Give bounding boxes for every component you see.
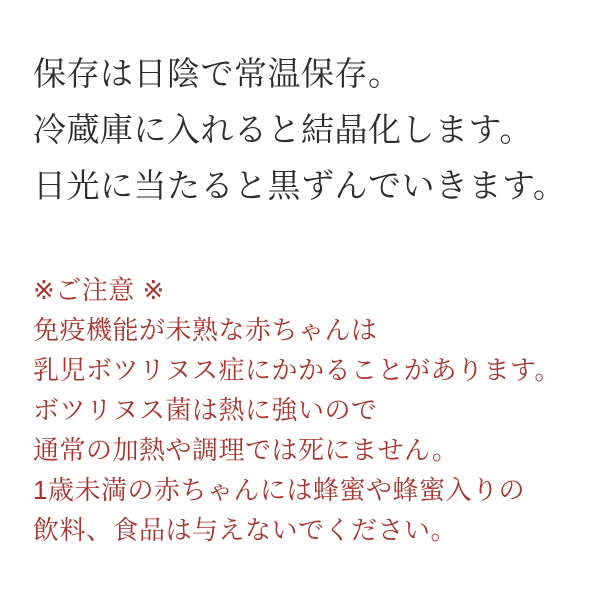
- caution-line: 免疫機能が未熟な赤ちゃんは: [33, 315, 378, 345]
- caution-notice: [33, 270, 561, 550]
- caution-line: 通常の加熱や調理では死にません。: [33, 435, 459, 465]
- storage-notice-line: 保存は日陰で常温保存。: [33, 55, 402, 92]
- caution-line: 1歳未満の赤ちゃんには蜂蜜や蜂蜜入りの: [33, 475, 525, 505]
- storage-notice-line: 冷蔵庫に入れると結晶化します。: [33, 111, 533, 148]
- caution-heading: ※ご注意 ※: [33, 275, 165, 305]
- caution-line: 飲料、食品は与えないでください。: [33, 515, 458, 545]
- caution-line: 乳児ボツリヌス症にかかることがあります。: [33, 355, 561, 385]
- storage-notice-line: 日光に当たると黒ずんでいきます。: [33, 167, 567, 204]
- storage-notice: [33, 46, 566, 214]
- caution-line: ボツリヌス菌は熱に強いので: [33, 395, 378, 425]
